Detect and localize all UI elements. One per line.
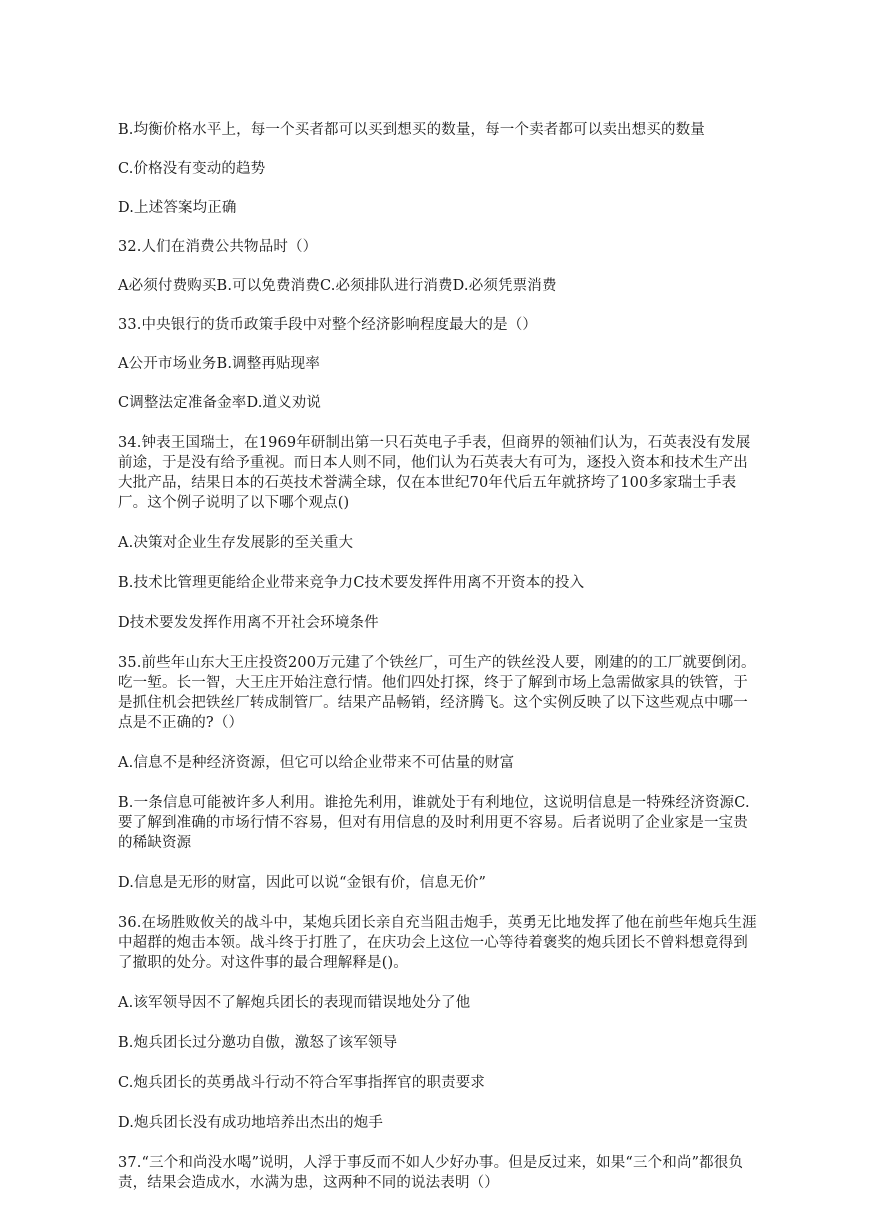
question-33: 33.中央银行的货币政策手段中对整个经济影响程度最大的是（） (118, 317, 538, 333)
question-35-option-a: A.信息不是种经济资源，但它可以给企业带来不可估量的财富 (118, 755, 515, 771)
question-37: 37.“三个和尚没水喝”说明，人浮于事反而不如人少好办事。但是反过来，如果“三个和尚”都很负责，结果会造成水，水满为患，这两种不同的说法表明（） (118, 1155, 744, 1191)
question-36-option-d: D.炮兵团长没有成功地培养出杰出的炮手 (118, 1115, 384, 1131)
question-36-option-a: A.该军领导因不了解炮兵团长的表现而错误地处分了他 (118, 995, 471, 1011)
question-32: 32.人们在消费公共物品时（） (118, 239, 318, 255)
document-page (118, 120, 758, 1193)
question-34-option-a: A.决策对企业生存发展影的至关重大 (118, 535, 354, 551)
question-36: 36.在场胜败攸关的战斗中，某炮兵团长亲自充当阻击炮手，英勇无比地发挥了他在前些年炮兵生涯中超群的炮击本领。战斗终于打胜了，在庆功会上这位一心等待着褒奖的炮兵团长不曾料想竟得到了撤职的处分。对这件事的最合理解释是()。 (118, 915, 757, 971)
question-35: 35.前些年山东大王庄投资200万元建了个铁丝厂，可生产的铁丝没人要，刚建的的工厂就要倒闭。吃一堑。长一智，大王庄开始注意行情。他们四处打探，终于了解到市场上急需做家具的铁管，于是抓住机会把铁丝厂转成制管厂。结果产品畅销，经济腾飞。这个实例反映了以下这些观点中哪一点是不正确的?（） (118, 655, 756, 731)
question-36-option-b: B.炮兵团长过分邀功自傲，激怒了该军领导 (118, 1035, 398, 1051)
question-33-options-cd: C调整法定准备金率D.道义劝说 (118, 395, 322, 411)
question-32-options: A必须付费购买B.可以免费消费C.必须排队进行消费D.必须凭票消费 (118, 278, 557, 294)
question-35-options-bc: B.一条信息可能被许多人利用。谁抢先利用，谁就处于有利地位，这说明信息是一特殊经济资源C.要了解到准确的市场行情不容易，但对有用信息的及时利用更不容易。后者说明了企业家是一宝贵的稀缺资源 (118, 795, 750, 851)
paragraph-option-b: B.均衡价格水平上，每一个买者都可以买到想买的数量，每一个卖者都可以卖出想买的数量 (118, 122, 705, 138)
question-34: 34.钟表王国瑞士，在1969年研制出第一只石英电子手表，但商界的领袖们认为，石英表没有发展前途，于是没有给予重视。而日本人则不同，他们认为石英表大有可为，逐投入资本和技术生产出大批产品，结果日本的石英技术誉满全球，仅在本世纪70年代后五年就挤垮了100多家瑞士手表厂。这个例子说明了以下哪个观点() (118, 435, 751, 511)
paragraph-option-d: D.上述答案均正确 (118, 200, 237, 216)
paragraph-option-c: C.价格没有变动的趋势 (118, 161, 266, 177)
question-35-option-d: D.信息是无形的财富，因此可以说“金银有价，信息无价” (118, 875, 487, 891)
question-34-options-bc: B.技术比管理更能给企业带来竞争力C技术要发挥件用离不开资本的投入 (118, 575, 585, 591)
question-36-option-c: C.炮兵团长的英勇战斗行动不符合军事指挥官的职责要求 (118, 1075, 486, 1091)
question-34-option-d: D技术要发发挥作用离不开社会环境条件 (118, 615, 379, 631)
question-33-options-ab: A公开市场业务B.调整再贴现率 (118, 356, 320, 372)
